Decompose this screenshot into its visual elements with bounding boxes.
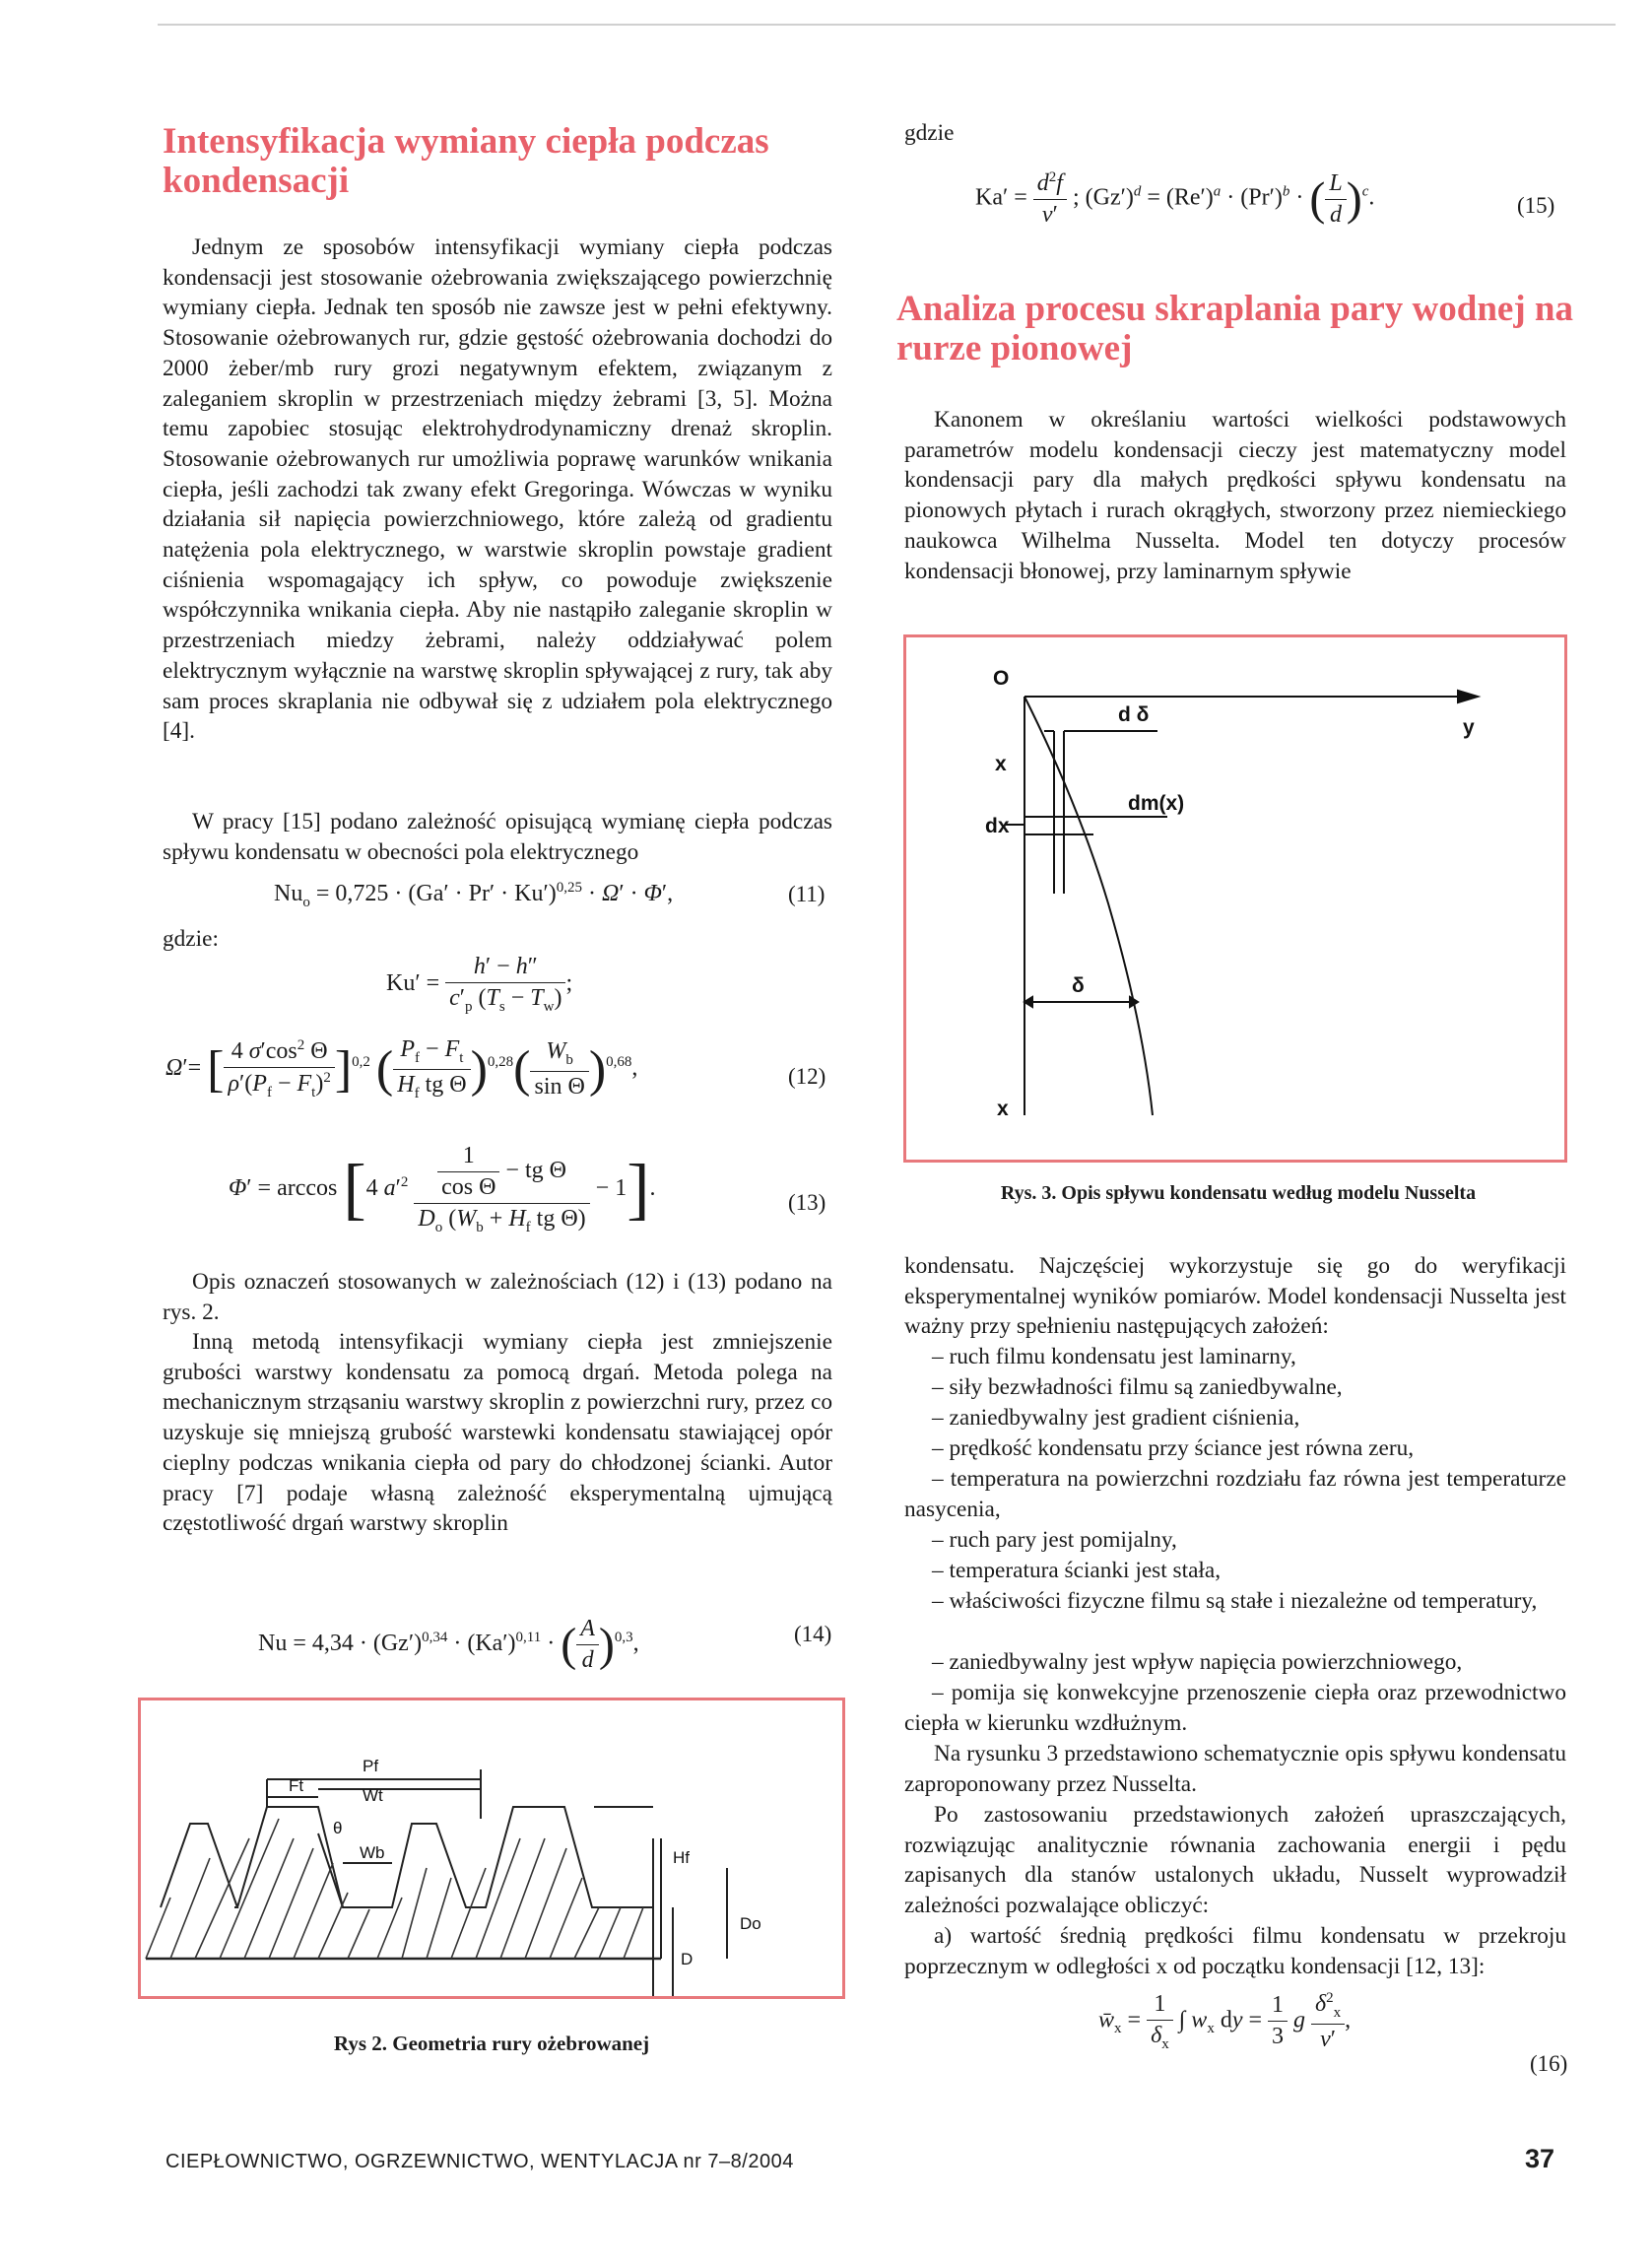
equation-number: (11) xyxy=(788,882,826,906)
equation-number: (15) xyxy=(1517,193,1555,218)
list-item: – zaniedbywalny jest wpływ napięcia powierzchniowego, xyxy=(932,1649,1463,1675)
equation-11: $Nu_o = 0,725 \cdot (Ga' \cdot Pr' \cdot Ku')^{0,25} \cdot \Omega' \cdot \Phi'$, xyxy=(274,880,674,910)
equation-number: (13) xyxy=(788,1190,826,1215)
list-item: – ruch pary jest pomijalny, xyxy=(932,1527,1177,1553)
label-wb: Wb xyxy=(360,1843,385,1862)
label-y: y xyxy=(1463,716,1475,739)
label-d-delta: d δ xyxy=(1118,703,1150,726)
paragraph: Inną metodą intensyfikacji wymiany ciepła jest zmniejszenie grubości warstwy kondensatu za pomocą drgań. Metoda polega na mechanicznym strząsaniu warstwy skroplin z powierzchni rury, przez co uzyskuje się mniejszą grubość warstewki kondensatu stawiającej opór cieplny podczas wnikania ciepła od pary do chłodzonej ścianki. Autor pracy [7] podaje własną zależność eksperymentalną ujmującą częstotliwość drgań warstwy skroplin xyxy=(163,1329,832,1537)
list-item: – temperatura ścianki jest stała, xyxy=(932,1558,1222,1583)
list-item: – właściwości fizyczne filmu są stałe i niezależne od temperatury, xyxy=(932,1588,1538,1614)
label-theta: θ xyxy=(333,1819,343,1837)
equation-number: (16) xyxy=(1530,2051,1568,2076)
paragraph: kondensatu. Najczęściej wykorzystuje się go do weryfikacji eksperymentalnej wyników pomiarów. Model kondensacji Nusselta jest ważny przy spełnieniu następujących założeń: xyxy=(904,1253,1566,1340)
equation-ku: Ku′ = $\frac{h' - h''}{c'_p (T_s - T_w)}$ ; xyxy=(386,954,573,1015)
label-wt: Wt xyxy=(363,1786,383,1805)
equation-number: (12) xyxy=(788,1064,826,1089)
equation-13: Φ′ = arccos [4 $a'^2$ $\frac{1}{\text{cos Θ}}$ − tg Θ $D_o$ ($W_b + H_f$ tg Θ) − 1]. xyxy=(229,1143,656,1235)
paragraph: Opis oznaczeń stosowanych w zależnościach (12) i (13) podano na rys. 2. xyxy=(163,1269,832,1325)
gdzie-label: gdzie: xyxy=(163,926,219,952)
paragraph: Po zastosowaniu przedstawionych założeń upraszczających, rozwiązując analitycznie równania zachowania energii i pędu zapisanych dla stanów ustalonych układu, Nusselt wyprowadził zależności pozwalające obliczyć: xyxy=(904,1802,1566,1919)
equation-14: $Nu = 4,34 \cdot (Gz')^{0,34} \cdot (Ka')^{0,11}$ · ( $\frac{A}{d}$ )$^{0,3}$, xyxy=(258,1616,639,1673)
equation-number: (14) xyxy=(794,1622,832,1646)
list-item: – ruch filmu kondensatu jest laminarny, xyxy=(932,1344,1296,1369)
equation-16: $w̄_x$ = $\frac{1}{\delta_x}$ ∫ $w_x$ dy = $\frac{1}{3}$ g $\frac{\delta^2_x}{\nu'}$ , xyxy=(1098,1990,1352,2052)
gdzie-label: gdzie xyxy=(904,120,955,146)
paragraph: a) wartość średnią prędkości filmu kondensatu w przekroju poprzecznym w odległości x od początku kondensacji [12, 13]: xyxy=(904,1923,1566,1979)
figure-3-caption: Rys. 3. Opis spływu kondensatu według modelu Nusselta xyxy=(1000,1182,1477,1204)
label-pf: Pf xyxy=(363,1757,379,1775)
paragraph: Na rysunku 3 przedstawiono schematycznie opis spływu kondensatu zaproponowany przez Nusselta. xyxy=(904,1741,1566,1797)
list-item: – zaniedbywalny jest gradient ciśnienia, xyxy=(932,1405,1300,1431)
list-item: – prędkość kondensatu przy ściance jest równa zeru, xyxy=(932,1435,1415,1461)
label-ft: Ft xyxy=(289,1776,304,1795)
label-do: Do xyxy=(740,1914,761,1933)
journal-footer: CIEPŁOWNICTWO, OGRZEWNICTWO, WENTYLACJA nr 7–8/2004 xyxy=(165,2151,794,2172)
page-number: 37 xyxy=(1525,2144,1555,2173)
figure-3-nusselt-model xyxy=(903,634,1567,1163)
label-dm: dm(x) xyxy=(1128,792,1185,815)
label-dx: dx xyxy=(985,815,1010,837)
fin-geometry-diagram xyxy=(141,1700,842,1996)
label-d: D xyxy=(681,1950,694,1968)
label-delta: δ xyxy=(1072,974,1085,997)
figure-2-finned-tube xyxy=(138,1698,845,1999)
section-heading-analysis: Analiza procesu skraplania pary wodnej na rurze pionowej xyxy=(896,289,1573,368)
label-hf: Hf xyxy=(673,1848,690,1867)
label-x-axis: x xyxy=(997,1098,1009,1120)
equation-12: Ω′= [ $\frac{4 \sigma'\cos^2 \Theta}{\rho'(P_f - F_t)^2}$ ]$^{0,2}$ ( $\frac{P_f - F_t}{H_f tg \Theta}$ )$^{0,28}$( $\frac{W_b}{\text{sin Θ}}$ )$^{0,68}$, xyxy=(165,1036,638,1101)
paragraph: W pracy [15] podano zależność opisującą wymianę ciepła podczas spływu kondensatu w obecności pola elektrycznego xyxy=(163,809,832,865)
section-heading-intensification: Intensyfikacja wymiany ciepła podczas kondensacji xyxy=(163,121,769,201)
paragraph: Jednym ze sposobów intensyfikacji wymiany ciepła podczas kondensacji jest stosowanie ożebrowania zwiększającego powierzchnię wymiany ciepła. Jednak ten sposób nie zawsze jest w pełni efektywny. Stosowanie ożebrowanych rur, gdzie gęstość ożebrowania dochodzi do 2000 żeber/mb rury grozi negatywnym efektem, związanym z zaleganiem skroplin w przestrzeniach między żebrami [3, 5]. Można temu zapobiec stosując elektrohydrodynamiczny drenaż skroplin. Stosowanie ożebrowanych rur umożliwia poprawę warunków wnikania ciepła, jeśli zachodzi tak zwany efekt Gregoringa. Wówczas w wyniku działania sił napięcia powierzchniowego, które zależą od gradientu natężenia pola elektrycznego, w warstwie skroplin powstaje gradient ciśnienia wspomagający ich spływ, co powoduje zwiększenie współczynnika wnikania ciepła. Aby nie nastąpiło zaleganie skroplin w przestrzeniach miedzy żebrami, należy oddziaływać polem elektrycznym wyłącznie na warstwę skroplin spływającej z rury, tak aby sam proces skraplania nie odbywał się z udziałem pola elektrycznego [4]. xyxy=(163,234,832,745)
top-rule xyxy=(158,24,1616,26)
label-origin: O xyxy=(993,667,1010,690)
equation-15: Ka′ = $\frac{d^2f}{\nu'}$ ; $(Gz')^d = (Re')^a \cdot (Pr')^b$ · ( $\frac{L}{d}$ )$^c$. xyxy=(975,169,1375,228)
list-item: – siły bezwładności filmu są zaniedbywalne, xyxy=(932,1374,1343,1400)
figure-2-caption: Rys 2. Geometria rury ożebrowanej xyxy=(333,2032,650,2055)
label-x: x xyxy=(995,753,1007,775)
list-item: – temperatura na powierzchni rozdziału faz równa jest temperaturze nasycenia, xyxy=(904,1466,1566,1522)
film-flow-diagram xyxy=(906,637,1564,1160)
paragraph: Kanonem w określaniu wartości wielkości podstawowych parametrów modelu kondensacji cieczy jest matematyczny model kondensacji pary dla małych prędkości spływu kondensatu na pionowych płytach i rurach okrągłych, stworzony przez niemieckiego naukowca Wilhelma Nusselta. Model ten dotyczy procesów kondensacji błonowej, przy laminarnym spływie xyxy=(904,407,1566,584)
list-item: – pomija się konwekcyjne przenoszenie ciepła oraz przewodnictwo ciepła w kierunku wzdłużnym. xyxy=(904,1680,1566,1736)
